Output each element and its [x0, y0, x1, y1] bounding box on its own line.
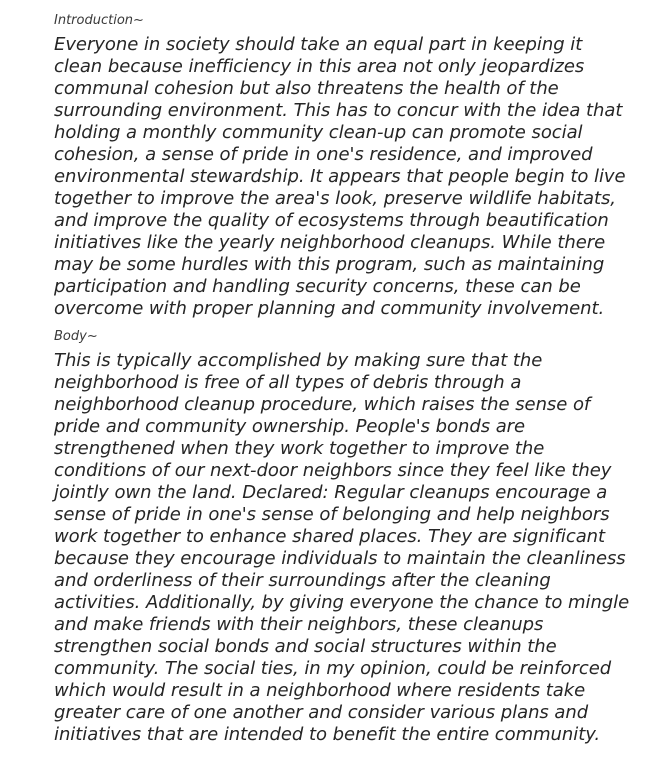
introduction-label: Introduction~ [54, 13, 144, 28]
body-label: Body~ [54, 329, 98, 344]
introduction-paragraph: Everyone in society should take an equal part in keeping it clean because inefficiency in this area not only jeopardizes communal cohesion but also threatens the health of the surrounding environment. This has to concur with the idea that holding a monthly community clean-up can promote social cohesion, a sense of pride in one's residence, and improved environmental stewardship. It appears that people begin to live together to improve the area's look, preserve wildlife habitats, and improve the quality of ecosystems through beautification initiatives like the yearly neighborhood cleanups. While there may be some hurdles with this program, such as maintaining participation and handling security concerns, these can be overcome with proper planning and community involvement. [54, 34, 626, 319]
body-paragraph: This is typically accomplished by making sure that the neighborhood is free of all types of debris through a neighborhood cleanup procedure, which raises the sense of pride and community ownership. People's bonds are strengthened when they work together to improve the conditions of our next-door neighbors since they feel like they jointly own the land. Declared: Regular cleanups encourage a sense of pride in one's sense of belonging and help neighbors work together to enhance shared places. They are significant because they encourage individuals to maintain the cleanliness and orderliness of their surroundings after the cleaning activities. Additionally, by giving everyone the chance to mingle and make friends with their neighbors, these cleanups strengthen social bonds and social structures within the community. The social ties, in my opinion, could be reinforced which would result in a neighborhood where residents take greater care of one another and consider various plans and initiatives that are intended to benefit the entire community. [54, 350, 630, 745]
essay-document [54, 12, 632, 746]
body-section [54, 328, 632, 746]
introduction-section [54, 12, 632, 320]
